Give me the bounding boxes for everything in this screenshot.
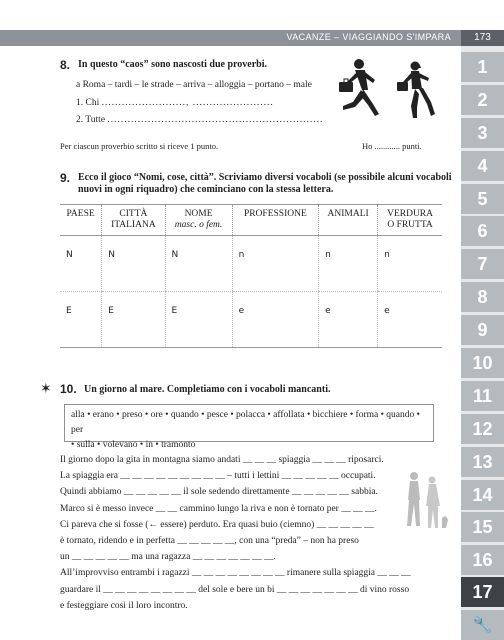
tab-chapter-15[interactable]: 15 — [461, 512, 504, 543]
col-header-label: CITTÀ — [119, 209, 148, 219]
table-cell[interactable]: N — [102, 236, 165, 292]
tab-chapter-9[interactable]: 9 — [461, 315, 504, 346]
table-cell[interactable]: E — [165, 292, 232, 348]
ex8-line2-label: 2. Tutte — [76, 115, 106, 125]
story-line: e festeggiare così il loro incontro. — [60, 600, 188, 611]
tab-chapter-14[interactable]: 14 — [461, 480, 504, 511]
running-people-illustration — [335, 56, 445, 128]
tab-chapter-8[interactable]: 8 — [461, 282, 504, 313]
story-line[interactable]: Ci pareva che si fosse (← essere) perduto. Era quasi buio (ciemno) __ __ __ __ __ — [60, 519, 374, 530]
tab-chapter-10[interactable]: 10 — [461, 348, 504, 379]
table-cell[interactable]: E — [102, 292, 165, 348]
ex8-number: 8. — [60, 58, 71, 72]
header-title: VACANZE – VIAGGIANDO S'IMPARA — [286, 32, 451, 42]
story-line[interactable]: un __ __ __ __ __ ma una ragazza __ __ __ __ __ __ __. — [60, 552, 276, 563]
story-line[interactable]: è tornato, ridendo e in perfetta __ __ __ __ __, con una “preda” – non ha preso — [60, 536, 359, 547]
chapter-tabs — [461, 46, 504, 640]
tab-chapter-12[interactable]: 12 — [461, 414, 504, 445]
tab-chapter-7[interactable]: 7 — [461, 249, 504, 280]
col-header-label: PAESE — [66, 209, 95, 219]
story-text — [60, 452, 450, 614]
col-header-animali — [319, 205, 378, 236]
page-header — [0, 30, 461, 46]
ex8-words: a Roma – tardi – le strade – arriva – alloggia – portano – male — [76, 80, 312, 90]
story-line[interactable]: All’improvviso entrambi i ragazzi __ __ __ __ __ __ __ __ rimanere sulla spiaggia __ __ __ — [60, 568, 411, 579]
page-number: 173 — [461, 30, 504, 46]
ex9-title-line1: Ecco il gioco “Nomi, cose, città”. Scriviamo diversi vocaboli (se possibile alcuni vocaboli — [78, 172, 452, 183]
col-header-label: VERDURA — [387, 209, 433, 219]
table-row — [60, 236, 442, 292]
table-cell[interactable]: e — [319, 292, 378, 348]
story-line[interactable]: guardare il __ __ __ __ __ __ __ __ del sole e bere un bi __ __ __ __ __ __ __ di vino rosso — [60, 584, 410, 595]
word-bank — [64, 404, 434, 450]
beach-couple-illustration — [396, 470, 460, 534]
ex8-line2-answer[interactable]: ................................................................ — [107, 115, 324, 125]
table-cell[interactable]: n — [319, 236, 378, 292]
ex9-title-line2: nuovi in ogni riquadro) che cominciano con la stessa lettera. — [78, 184, 334, 195]
tab-chapter-2[interactable]: 2 — [461, 85, 504, 116]
col-header-sublabel: O FRUTTA — [387, 220, 433, 230]
ex8-line2 — [76, 114, 323, 126]
table-row — [60, 292, 442, 348]
ex8-title: In questo “caos” sono nascosti due proverbi. — [78, 59, 268, 70]
ex8-score-field[interactable]: Ho ............ punti. — [362, 141, 422, 151]
wrench-icon[interactable]: 🔧 — [461, 610, 504, 640]
words-game-table — [60, 204, 442, 348]
word-bank-line2: • sulla • volevano • in • tramonto — [71, 440, 196, 450]
table-cell[interactable]: N — [165, 236, 232, 292]
table-cell[interactable]: n — [232, 236, 319, 292]
col-header-verdura — [378, 205, 442, 236]
tab-chapter-17[interactable]: 17 — [461, 577, 504, 608]
tab-chapter-13[interactable]: 13 — [461, 447, 504, 478]
story-line[interactable]: Il giorno dopo la gita in montagna siamo andati __ __ __ spiaggia __ __ __ riposarci. — [60, 455, 384, 465]
tab-chapter-4[interactable]: 4 — [461, 151, 504, 182]
table-cell[interactable]: n — [378, 236, 442, 292]
tab-chapter-16[interactable]: 16 — [461, 545, 504, 576]
col-header-citta — [102, 205, 165, 236]
col-header-nome — [165, 205, 232, 236]
col-header-professione — [232, 205, 319, 236]
ex10-title: Un giorno al mare. Completiamo con i vocaboli mancanti. — [84, 384, 331, 395]
word-bank-line1: alla • erano • preso • ore • quando • pesce • polacca • affollata • bicchiere • forma • quando • per — [71, 410, 420, 435]
star-icon: ✶ — [40, 382, 52, 397]
col-header-sublabel: masc. o fem. — [174, 220, 223, 230]
story-line[interactable]: Quindi abbiamo __ __ __ __ __ il sole sedendo direttamente __ __ __ __ __ sabbia. — [60, 487, 378, 498]
tab-chapter-6[interactable]: 6 — [461, 216, 504, 247]
tab-chapter-11[interactable]: 11 — [461, 381, 504, 412]
col-header-label: PROFESSIONE — [243, 209, 307, 219]
table-cell[interactable]: e — [232, 292, 319, 348]
ex8-line1 — [76, 97, 274, 109]
ex9-number: 9. — [60, 171, 71, 185]
table-cell[interactable]: e — [378, 292, 442, 348]
col-header-paese — [60, 205, 102, 236]
table-cell[interactable]: E — [60, 292, 102, 348]
ex10-number: 10. — [60, 382, 77, 396]
tab-chapter-5[interactable]: 5 — [461, 184, 504, 215]
story-line[interactable]: Marco si è messo invece __ __ cammino lungo la riva e non è tornato per __ __ __. — [60, 503, 377, 514]
col-header-label: NOME — [184, 209, 213, 219]
col-header-sublabel: ITALIANA — [111, 220, 156, 230]
ex8-line1-label: 1. Chi — [76, 98, 100, 108]
table-cell[interactable]: N — [60, 236, 102, 292]
story-line[interactable]: La spiaggia era __ __ __ __ __ __ __ __ __ – tutti i lettini __ __ __ __ __ occupati. — [60, 471, 376, 482]
col-header-label: ANIMALI — [327, 209, 369, 219]
ex8-line1-answer[interactable]: ........................., ........................ — [101, 98, 274, 108]
ex8-score-note: Per ciascun proverbio scritto si riceve 1 punto. — [60, 141, 219, 151]
tab-chapter-3[interactable]: 3 — [461, 118, 504, 149]
tab-chapter-1[interactable]: 1 — [461, 52, 504, 83]
